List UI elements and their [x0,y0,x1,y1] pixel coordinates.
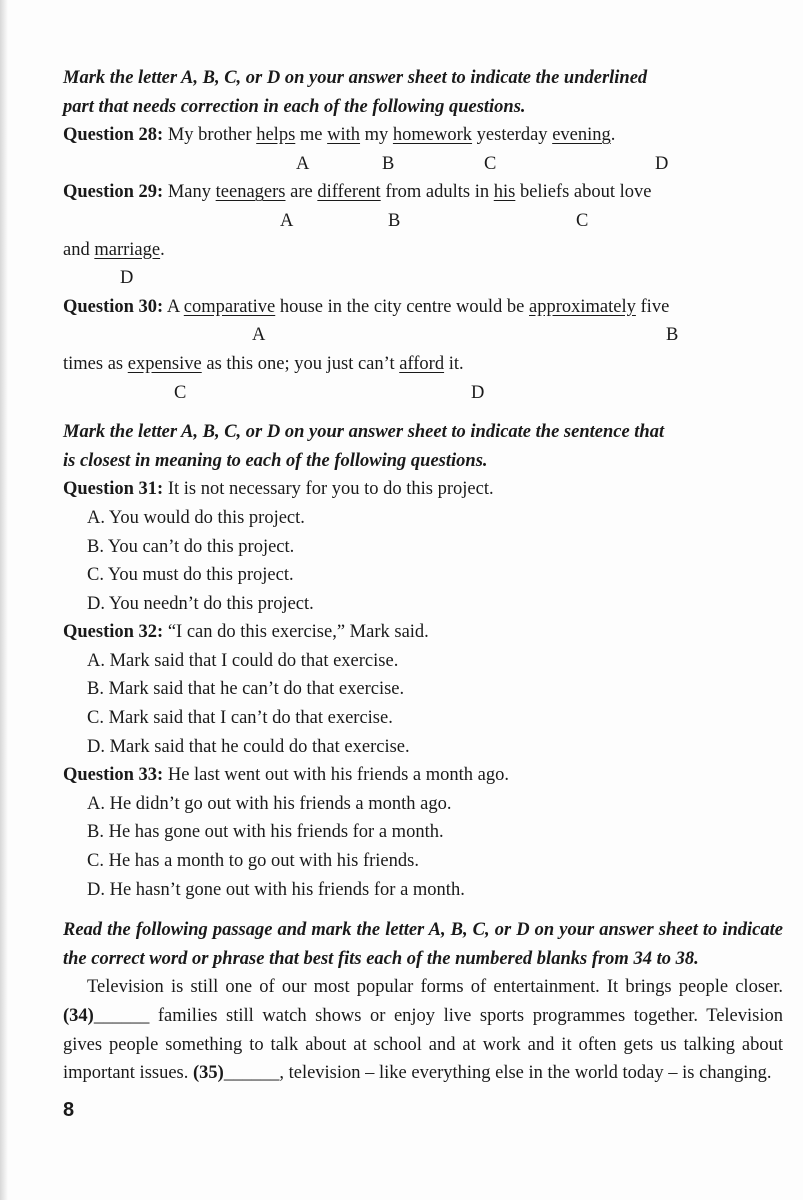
question-text: beliefs about love [515,182,652,203]
option-d: D. You needn’t do this project. [87,593,314,614]
section-instruction-closest-meaning [63,418,783,475]
question-30-continued [63,350,783,379]
letter-c: C [576,210,589,231]
underlined-part-d: evening [552,125,611,146]
option-c: C. You must do this project. [87,565,294,586]
question-text: yesterday [472,125,553,146]
page-edge-shadow [0,0,8,1200]
question-label: Question 31: [63,479,164,500]
question-text: are [285,182,318,203]
option-b: B. Mark said that he can’t do that exercise. [87,679,405,700]
question-30 [63,293,783,322]
question-text: . [160,239,165,260]
question-text: Many [163,182,216,203]
option-b: B. He has gone out with his friends for a month. [87,822,444,843]
instruction-line: Mark the letter A, B, C, or D on your answer sheet to indicate the underlined [63,68,648,88]
passage-text: ______ families still watch shows or enjoy live sports programmes together. Television gives people something to talk about at school and at work and it often gets us talking about important issues. [63,1006,783,1084]
letter-d: D [120,268,134,289]
underlined-part-d: afford [399,353,445,374]
question-label: Question 33: [63,765,164,786]
answer-letters [63,150,783,179]
blank-35-label: (35) [193,1063,224,1084]
option-a: A. You would do this project. [87,507,305,528]
question-28 [63,121,783,150]
section-instruction-error-correction [63,64,783,121]
underlined-part-d: marriage [94,239,161,260]
instruction-line: is closest in meaning to each of the following questions. [63,450,488,471]
question-31 [63,475,783,618]
option-a: A. He didn’t go out with his friends a month ago. [87,793,452,814]
letter-b: B [388,210,401,231]
answer-letters [63,321,783,350]
question-text: five [635,296,670,317]
passage-text: ______, television – like everything else in the world today – is changing. [223,1063,772,1084]
question-text: “I can do this exercise,” Mark said. [163,622,429,643]
question-text: times as [63,353,128,374]
option-d: D. Mark said that he could do that exercise. [87,736,410,757]
letter-a: A [280,210,294,231]
letter-b: B [666,325,679,346]
answer-letters [63,207,783,236]
question-text: my [360,125,393,146]
letter-c: C [484,153,497,174]
question-label: Question 32: [63,622,164,643]
question-text: It is not necessary for you to do this project. [163,479,494,500]
letter-c: C [174,382,187,403]
underlined-part-c: homework [392,125,473,146]
letter-a: A [296,153,310,174]
instruction-line: Mark the letter A, B, C, or D on your answer sheet to indicate the sentence that [63,422,665,443]
letter-d: D [655,153,669,174]
question-29 [63,178,783,207]
question-label: Question 29: [63,182,164,203]
answer-letters [63,264,783,293]
letter-b: B [382,153,395,174]
page-number: 8 [63,1098,75,1121]
question-text: A [163,296,184,317]
passage-text: Television is still one of our most popular forms of entertainment. It brings people closer. [87,977,783,998]
underlined-part-a: helps [256,125,296,146]
question-text: . [610,125,616,146]
reading-passage [63,973,783,1087]
letter-d: D [471,382,485,403]
underlined-part-b: approximately [529,296,636,317]
underlined-part-c: expensive [127,353,202,374]
underlined-part-a: teenagers [215,182,286,203]
instruction-line: part that needs correction in each of the following questions. [63,96,526,117]
question-text: house in the city centre would be [275,296,530,317]
underlined-part-b: with [327,125,361,146]
underlined-part-c: his [493,182,516,203]
question-text: as this one; you just can’t [201,353,400,374]
question-text: it. [444,353,464,374]
question-label: Question 30: [63,296,164,317]
textbook-page [63,0,783,1124]
underlined-part-a: comparative [183,296,276,317]
question-text: me [295,125,328,146]
option-c: C. Mark said that I can’t do that exercise. [87,708,393,729]
question-text: He last went out with his friends a month ago. [163,765,510,786]
option-b: B. You can’t do this project. [87,536,295,557]
section-instruction-passage: Read the following passage and mark the letter A, B, C, or D on your answer sheet to indicate the correct word or phrase that best fits each of the numbered blanks from 34 to 38. [63,920,783,969]
question-label: Question 28: [63,125,164,146]
question-33 [63,761,783,904]
option-d: D. He hasn’t gone out with his friends for a month. [87,879,465,900]
question-text: from adults in [380,182,494,203]
option-a: A. Mark said that I could do that exercise. [87,650,399,671]
blank-34-label: (34) [63,1006,94,1026]
question-text: and [63,239,95,260]
answer-letters [63,379,783,408]
option-c: C. He has a month to go out with his friends. [87,851,419,872]
underlined-part-b: different [317,182,381,203]
question-text: My brother [163,125,257,146]
letter-a: A [252,325,266,346]
question-32 [63,618,783,761]
question-29-continued [63,236,783,265]
